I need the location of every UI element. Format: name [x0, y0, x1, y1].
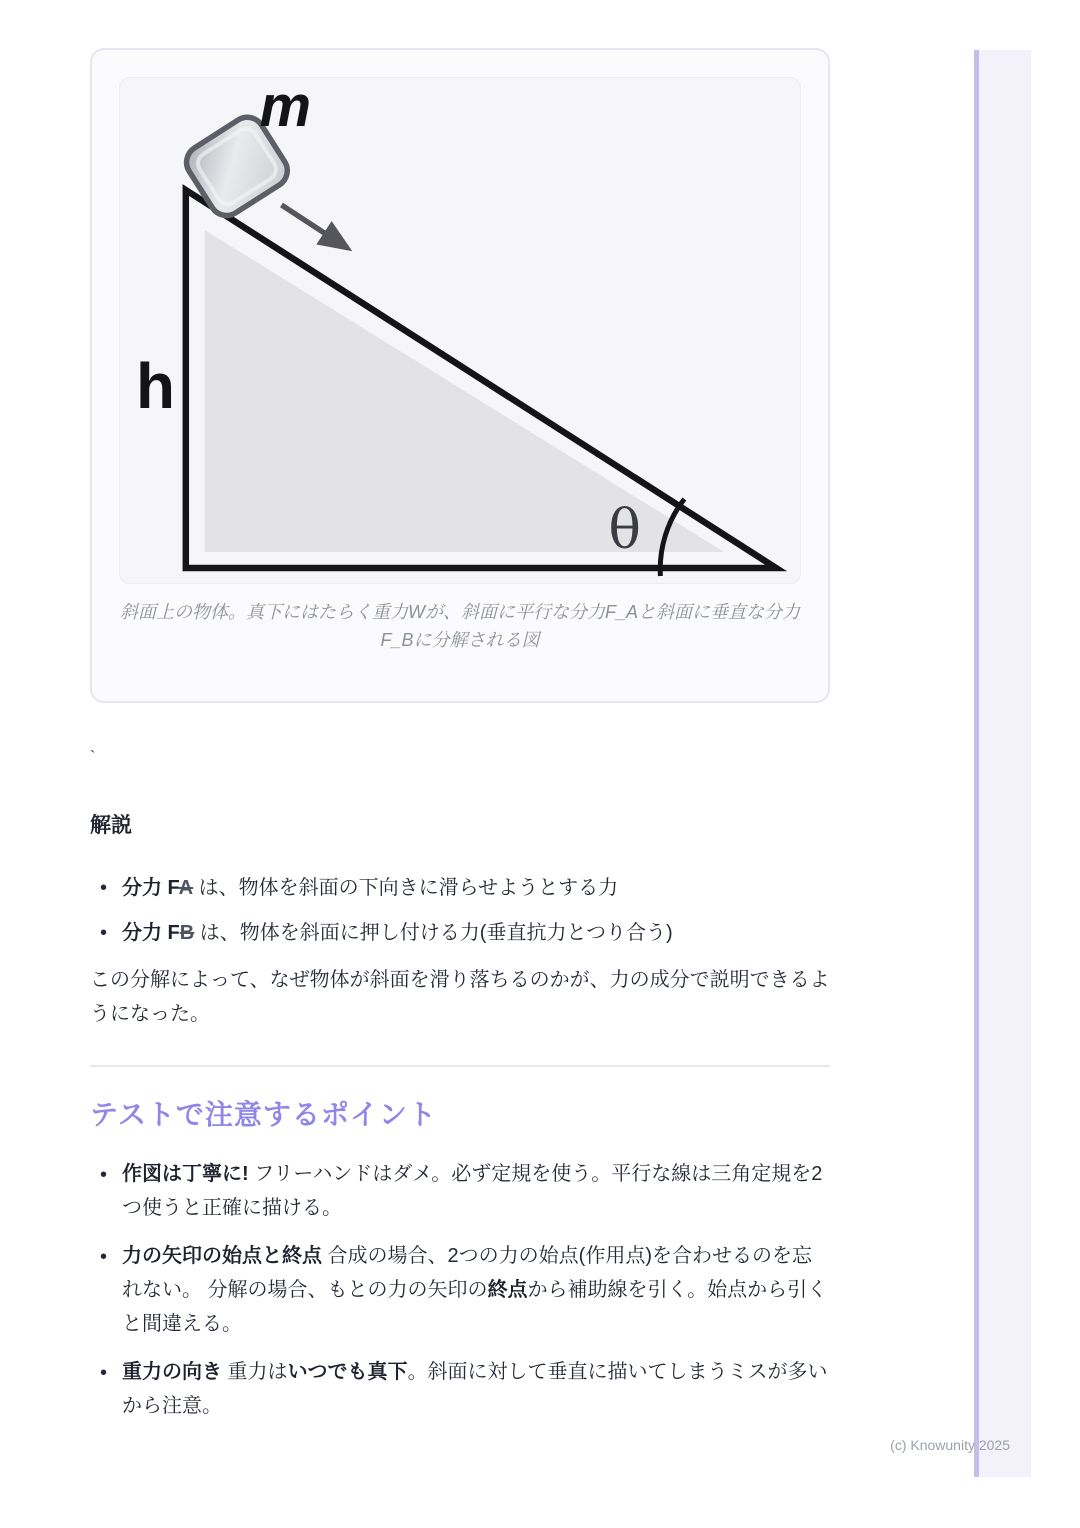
points-list	[90, 1157, 830, 1423]
list-item	[90, 1157, 830, 1225]
list-item	[90, 1355, 830, 1423]
emphasis-text: 終点	[487, 1278, 528, 1301]
list-item	[90, 1239, 830, 1341]
stray-backtick: `	[90, 748, 96, 766]
slope-fill	[205, 230, 724, 552]
list-item-text: 合成の場合、2つの力の始点(作用点)を合わせるのを忘れない。 分解の場合、もとの力の矢印の	[122, 1244, 812, 1301]
scrollbar-track[interactable]	[979, 50, 1031, 1477]
point-title: 重力の向き	[122, 1360, 222, 1383]
explanation-paragraph: この分解によって、なぜ物体が斜面を滑り落ちるのかが、力の成分で説明できるようになった。	[90, 968, 830, 1025]
figure-card	[90, 48, 830, 703]
list-item-text: 重力は	[222, 1360, 288, 1383]
force-a-label: 分力 F	[122, 876, 179, 899]
list-item-text: から補助線を引く。始点から引くと間違える。	[122, 1278, 828, 1335]
force-b-subscript: B	[179, 921, 195, 944]
figure-caption: 斜面上の物体。真下にはたらく重力Wが、斜面に平行な分力F_Aと斜面に垂直な分力F_Bに分解される図	[120, 602, 800, 650]
list-item-text: 。斜面に対して垂直に描いてしまうミスが多いから注意。	[122, 1360, 828, 1417]
explanation-list	[90, 873, 830, 949]
explanation-heading: 解説	[90, 813, 132, 837]
document-page	[90, 48, 830, 1437]
inclined-plane-diagram	[120, 78, 800, 583]
scrollbar-thumb[interactable]	[974, 50, 979, 1477]
point-title: 力の矢印の始点と終点	[122, 1244, 322, 1267]
list-item	[90, 873, 830, 904]
emphasis-text: いつでも真下	[287, 1360, 408, 1383]
point-title: 作図は丁寧に!	[122, 1162, 249, 1185]
force-b-label: 分力 F	[122, 921, 180, 944]
height-label: h	[135, 349, 175, 423]
points-heading: テストで注意するポイント	[90, 1098, 437, 1130]
list-item	[90, 918, 830, 949]
mass-label: m	[259, 78, 312, 140]
copyright-notice: (c) Knowunity 2025	[890, 1437, 1010, 1453]
section-divider	[90, 1065, 830, 1067]
angle-label: θ	[608, 497, 641, 562]
inclined-plane-svg	[120, 78, 800, 583]
list-item-text: は、物体を斜面に押し付ける力(垂直抗力とつり合う)	[194, 921, 673, 944]
downslope-arrow-icon	[282, 205, 348, 248]
list-item-text: は、物体を斜面の下向きに滑らせようとする力	[193, 876, 619, 899]
force-a-subscript: A	[178, 876, 194, 899]
list-item-text: フリーハンドはダメ。必ず定規を使う。平行な線は三角定規を2つ使うと正確に描ける。	[122, 1162, 823, 1219]
